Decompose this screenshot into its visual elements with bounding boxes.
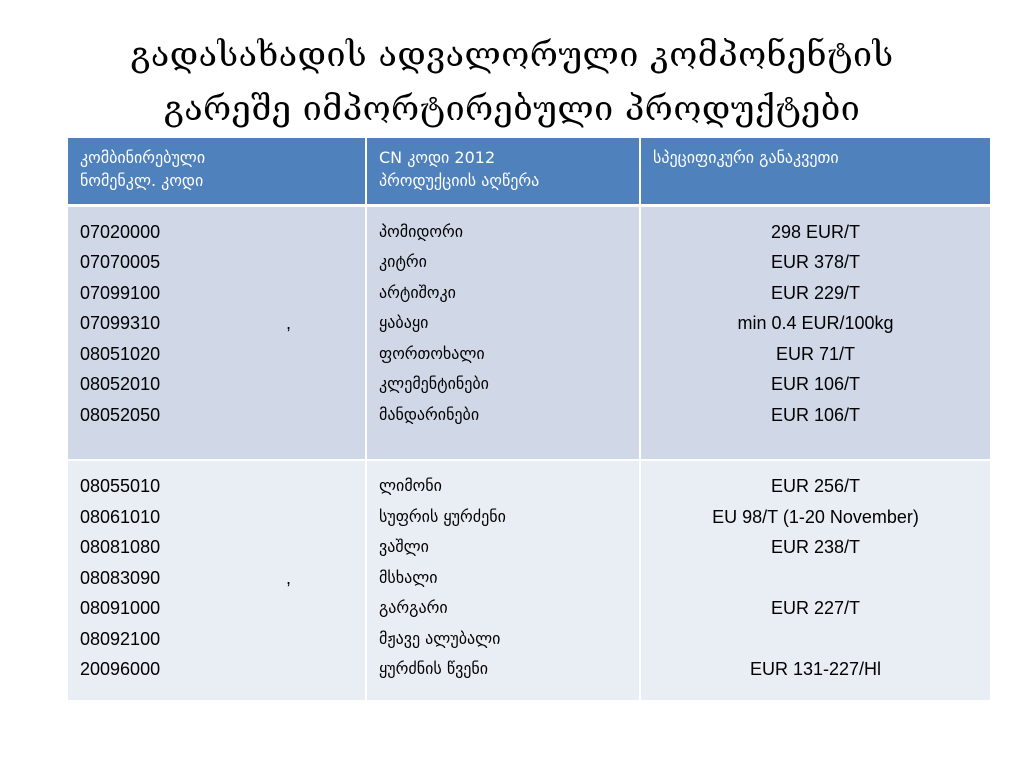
code-with-comma (80, 308, 353, 339)
rate: EU 98/T (1-20 November) (712, 506, 919, 527)
description: სუფრის ყურძენი (379, 506, 506, 526)
comma: , (286, 313, 292, 333)
header-combined-code (68, 138, 366, 205)
rate: EUR 106/T (770, 374, 861, 394)
rate: EUR 106/T (770, 404, 861, 425)
description: კლემენტინები (379, 374, 489, 393)
header-text: სპეციფიკური განაკვეთი (653, 148, 839, 167)
code: 07020000 (80, 221, 161, 242)
code-with-comma (80, 563, 353, 594)
code: 08051020 (80, 343, 161, 364)
code: 08083090 (80, 567, 161, 588)
code: 07070005 (80, 252, 161, 272)
code: 08052050 (80, 404, 161, 425)
description: მანდარინები (379, 404, 480, 424)
rate: min 0.4 EUR/100kg (737, 313, 894, 333)
header-text: ნომენკლ. კოდი (80, 171, 204, 190)
code: 08092100 (80, 628, 161, 649)
table-row (68, 205, 990, 460)
header-cn-description (366, 138, 640, 205)
description: ფორთოხალი (379, 343, 485, 363)
header-text: კომბინირებული (80, 148, 206, 167)
import-products-table (68, 138, 990, 702)
rate: EUR 229/T (770, 282, 861, 303)
description: გარგარი (379, 598, 448, 617)
header-text: პროდუქციის აღწერა (379, 171, 540, 190)
description: ყურძნის წვენი (379, 659, 489, 678)
description: ყაბაყი (379, 313, 429, 332)
slide-title (40, 28, 984, 136)
table-row (68, 460, 990, 701)
description: პომიდორი (379, 221, 464, 241)
code: 07099100 (80, 282, 161, 303)
description: ლიმონი (379, 476, 442, 495)
rates-cell (640, 460, 990, 701)
comma: , (286, 567, 292, 588)
codes-cell (68, 460, 366, 701)
descriptions-cell (366, 460, 640, 701)
code: 07099310 (80, 313, 161, 333)
header-text: CN კოდი 2012 (379, 148, 496, 167)
code: 08052010 (80, 374, 161, 394)
rate (653, 563, 978, 594)
rate: EUR 71/T (775, 343, 856, 364)
rate: 298 EUR/T (770, 221, 861, 242)
description: მსხალი (379, 567, 438, 587)
rate: EUR 256/T (770, 476, 861, 496)
code: 08081080 (80, 537, 161, 557)
description: არტიშოკი (379, 282, 456, 302)
description: ვაშლი (379, 537, 429, 556)
rate (653, 624, 978, 655)
description: მჟავე ალუბალი (379, 628, 501, 648)
code: 08091000 (80, 598, 161, 618)
title-line-2: გარეშე იმპორტირებული პროდუქტები (163, 89, 861, 129)
table-header-row (68, 138, 990, 205)
code: 08061010 (80, 506, 161, 527)
codes-cell (68, 205, 366, 460)
rate: EUR 238/T (770, 537, 861, 557)
title-line-1: გადასახადის ადვალორული კომპონენტის (130, 35, 894, 75)
description: კიტრი (379, 252, 427, 271)
descriptions-cell (366, 205, 640, 460)
code: 20096000 (80, 659, 161, 679)
rates-cell (640, 205, 990, 460)
code: 08055010 (80, 476, 161, 496)
rate: EUR 227/T (770, 598, 861, 618)
rate: EUR 378/T (770, 252, 861, 272)
header-specific-rate (640, 138, 990, 205)
rate: EUR 131-227/Hl (749, 659, 882, 679)
